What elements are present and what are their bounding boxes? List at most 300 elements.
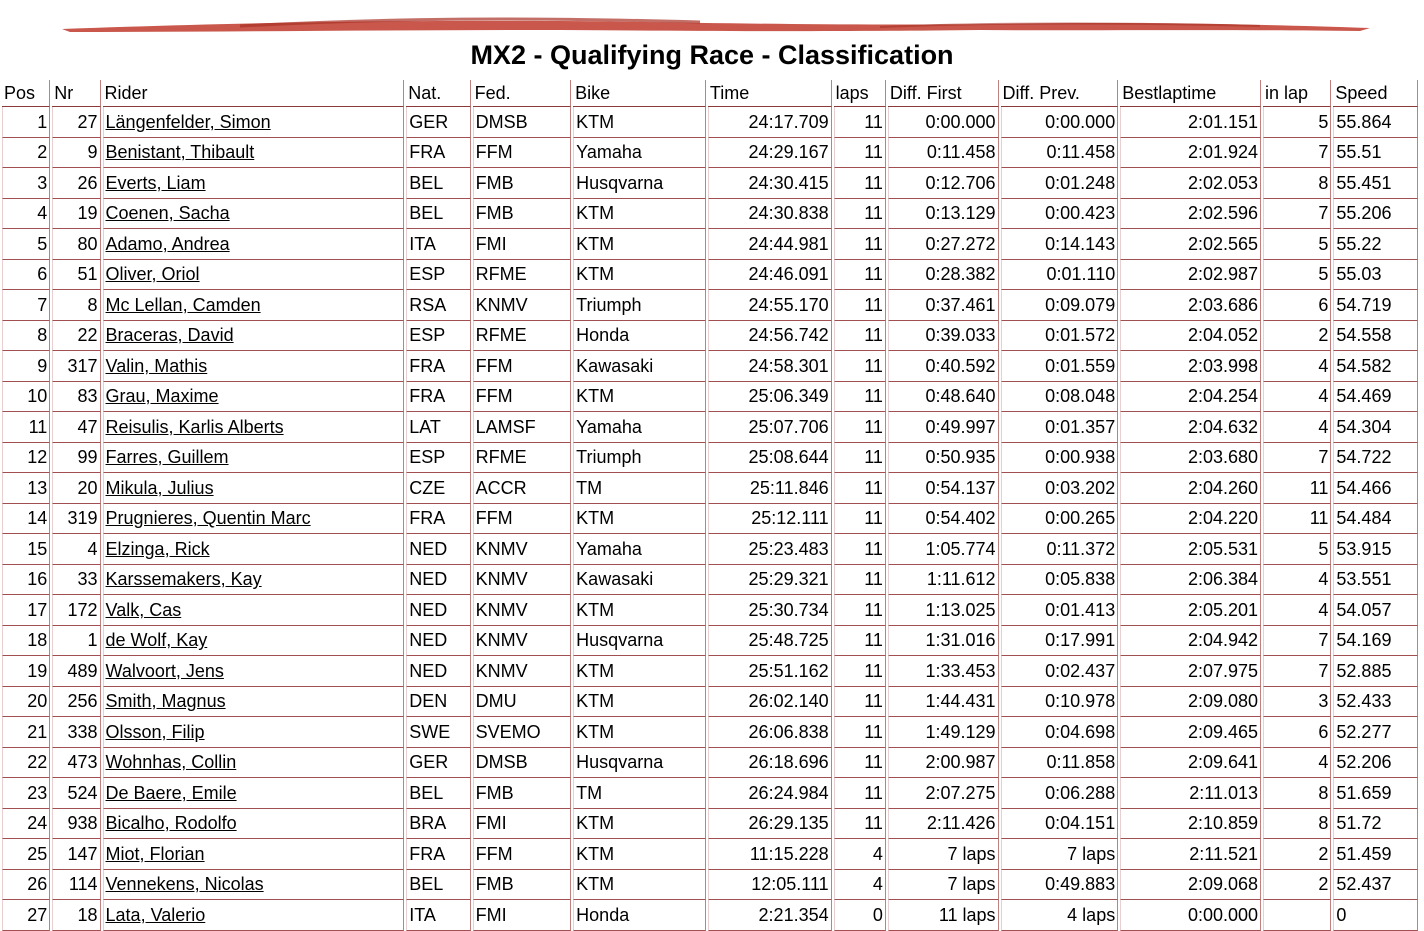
diff-prev-cell: 0:05.838 xyxy=(1001,565,1119,596)
bike-cell: Yamaha xyxy=(573,534,706,565)
time-cell: 24:55.170 xyxy=(708,290,832,321)
nationality-cell: ESP xyxy=(406,443,470,474)
diff-first-cell: 0:39.033 xyxy=(888,321,999,352)
rider-link[interactable]: Prugnieres, Quentin Marc xyxy=(105,508,311,529)
bestlaptime-cell: 2:11.013 xyxy=(1120,778,1261,809)
speed-cell: 55.22 xyxy=(1333,229,1418,260)
federation-cell: DMU xyxy=(473,687,572,718)
in-lap-cell: 5 xyxy=(1263,260,1331,291)
federation-cell: SVEMO xyxy=(473,717,572,748)
speed-cell: 52.206 xyxy=(1333,748,1418,779)
laps-cell: 11 xyxy=(834,199,886,230)
diff-prev-cell: 0:03.202 xyxy=(1001,473,1119,504)
bike-cell: KTM xyxy=(573,809,706,840)
diff-prev-cell: 7 laps xyxy=(1001,839,1119,870)
speed-cell: 52.885 xyxy=(1333,656,1418,687)
time-cell: 24:30.838 xyxy=(708,199,832,230)
speed-cell: 54.466 xyxy=(1333,473,1418,504)
diff-first-cell: 0:28.382 xyxy=(888,260,999,291)
time-cell: 11:15.228 xyxy=(708,839,832,870)
speed-cell: 0 xyxy=(1333,900,1418,931)
position-cell: 2 xyxy=(2,138,50,169)
time-cell: 26:24.984 xyxy=(708,778,832,809)
table-row xyxy=(2,717,1418,748)
bike-cell: Honda xyxy=(573,321,706,352)
column-header-laps: laps xyxy=(834,80,886,107)
laps-cell: 11 xyxy=(834,260,886,291)
federation-cell: FFM xyxy=(473,839,572,870)
bike-cell: Triumph xyxy=(573,290,706,321)
table-row xyxy=(2,168,1418,199)
position-cell: 14 xyxy=(2,504,50,535)
federation-cell: KNMV xyxy=(473,626,572,657)
number-cell: 1 xyxy=(52,626,100,657)
laps-cell: 11 xyxy=(834,504,886,535)
diff-first-cell: 0:48.640 xyxy=(888,382,999,413)
rider-link[interactable]: Grau, Maxime xyxy=(105,386,219,407)
laps-cell: 11 xyxy=(834,107,886,138)
position-cell: 11 xyxy=(2,412,50,443)
time-cell: 24:29.167 xyxy=(708,138,832,169)
diff-prev-cell: 0:11.458 xyxy=(1001,138,1119,169)
position-cell: 25 xyxy=(2,839,50,870)
federation-cell: ACCR xyxy=(473,473,572,504)
speed-cell: 55.206 xyxy=(1333,199,1418,230)
diff-first-cell: 0:49.997 xyxy=(888,412,999,443)
bestlaptime-cell: 2:04.220 xyxy=(1120,504,1261,535)
bestlaptime-cell: 2:09.465 xyxy=(1120,717,1261,748)
column-header-diff-prev: Diff. Prev. xyxy=(1001,80,1119,107)
in-lap-cell: 7 xyxy=(1263,656,1331,687)
rider-link[interactable]: Coenen, Sacha xyxy=(105,203,230,224)
number-cell: 47 xyxy=(52,412,100,443)
rider-link[interactable]: Vennekens, Nicolas xyxy=(105,874,264,895)
time-cell: 25:07.706 xyxy=(708,412,832,443)
position-cell: 20 xyxy=(2,687,50,718)
laps-cell: 11 xyxy=(834,626,886,657)
time-cell: 25:08.644 xyxy=(708,443,832,474)
number-cell: 51 xyxy=(52,260,100,291)
laps-cell: 11 xyxy=(834,473,886,504)
diff-first-cell: 2:07.275 xyxy=(888,778,999,809)
diff-first-cell: 0:54.402 xyxy=(888,504,999,535)
diff-first-cell: 0:50.935 xyxy=(888,443,999,474)
position-cell: 5 xyxy=(2,229,50,260)
time-cell: 24:44.981 xyxy=(708,229,832,260)
nationality-cell: GER xyxy=(406,107,470,138)
diff-first-cell: 2:11.426 xyxy=(888,809,999,840)
number-cell: 4 xyxy=(52,534,100,565)
time-cell: 26:02.140 xyxy=(708,687,832,718)
bestlaptime-cell: 2:04.942 xyxy=(1120,626,1261,657)
bike-cell: TM xyxy=(573,473,706,504)
bestlaptime-cell: 2:07.975 xyxy=(1120,656,1261,687)
number-cell: 317 xyxy=(52,351,100,382)
rider-link[interactable]: Everts, Liam xyxy=(105,172,206,193)
position-cell: 9 xyxy=(2,351,50,382)
speed-cell: 55.03 xyxy=(1333,260,1418,291)
time-cell: 12:05.111 xyxy=(708,870,832,901)
position-cell: 1 xyxy=(2,107,50,138)
bike-cell: KTM xyxy=(573,595,706,626)
time-cell: 25:51.162 xyxy=(708,656,832,687)
federation-cell: KNMV xyxy=(473,534,572,565)
federation-cell: KNMV xyxy=(473,595,572,626)
bike-cell: Kawasaki xyxy=(573,565,706,596)
column-header-bike: Bike xyxy=(573,80,706,107)
time-cell: 24:56.742 xyxy=(708,321,832,352)
rider-link[interactable]: Lata, Valerio xyxy=(105,904,206,925)
speed-cell: 52.437 xyxy=(1333,870,1418,901)
nationality-cell: FRA xyxy=(406,138,470,169)
number-cell: 22 xyxy=(52,321,100,352)
laps-cell: 11 xyxy=(834,229,886,260)
position-cell: 6 xyxy=(2,260,50,291)
speed-cell: 54.469 xyxy=(1333,382,1418,413)
speed-cell: 54.057 xyxy=(1333,595,1418,626)
bike-cell: KTM xyxy=(573,107,706,138)
number-cell: 338 xyxy=(52,717,100,748)
bestlaptime-cell: 2:02.053 xyxy=(1120,168,1261,199)
nationality-cell: RSA xyxy=(406,290,470,321)
position-cell: 17 xyxy=(2,595,50,626)
time-cell: 2:21.354 xyxy=(708,900,832,931)
bike-cell: KTM xyxy=(573,870,706,901)
rider-cell xyxy=(103,229,405,260)
rider-cell xyxy=(103,687,405,718)
rider-link[interactable]: Elzinga, Rick xyxy=(105,538,210,559)
diff-prev-cell: 4 laps xyxy=(1001,900,1119,931)
federation-cell: FMI xyxy=(473,809,572,840)
federation-cell: FFM xyxy=(473,382,572,413)
laps-cell: 11 xyxy=(834,778,886,809)
diff-prev-cell: 0:01.559 xyxy=(1001,351,1119,382)
diff-prev-cell: 0:01.572 xyxy=(1001,321,1119,352)
diff-first-cell: 0:13.129 xyxy=(888,199,999,230)
in-lap-cell: 5 xyxy=(1263,229,1331,260)
number-cell: 26 xyxy=(52,168,100,199)
diff-first-cell: 1:31.016 xyxy=(888,626,999,657)
number-cell: 8 xyxy=(52,290,100,321)
nationality-cell: NED xyxy=(406,656,470,687)
laps-cell: 11 xyxy=(834,290,886,321)
rider-cell xyxy=(103,809,405,840)
column-header-time: Time xyxy=(708,80,832,107)
laps-cell: 11 xyxy=(834,656,886,687)
column-header-diff-first: Diff. First xyxy=(888,80,999,107)
bestlaptime-cell: 0:00.000 xyxy=(1120,900,1261,931)
diff-first-cell: 2:00.987 xyxy=(888,748,999,779)
table-row xyxy=(2,107,1418,138)
diff-first-cell: 1:44.431 xyxy=(888,687,999,718)
rider-link[interactable]: Oliver, Oriol xyxy=(105,264,200,285)
speed-cell: 54.719 xyxy=(1333,290,1418,321)
diff-prev-cell: 0:10.978 xyxy=(1001,687,1119,718)
nationality-cell: NED xyxy=(406,595,470,626)
in-lap-cell: 7 xyxy=(1263,138,1331,169)
federation-cell: FFM xyxy=(473,504,572,535)
bestlaptime-cell: 2:04.260 xyxy=(1120,473,1261,504)
table-row xyxy=(2,321,1418,352)
column-header-in-lap: in lap xyxy=(1263,80,1331,107)
bestlaptime-cell: 2:06.384 xyxy=(1120,565,1261,596)
rider-link[interactable]: Wohnhas, Collin xyxy=(105,752,237,773)
diff-prev-cell: 0:00.423 xyxy=(1001,199,1119,230)
bestlaptime-cell: 2:01.151 xyxy=(1120,107,1261,138)
table-row xyxy=(2,260,1418,291)
diff-first-cell: 7 laps xyxy=(888,870,999,901)
nationality-cell: NED xyxy=(406,534,470,565)
rider-link[interactable]: Valin, Mathis xyxy=(105,355,208,376)
diff-first-cell: 1:33.453 xyxy=(888,656,999,687)
table-row xyxy=(2,351,1418,382)
speed-cell: 52.433 xyxy=(1333,687,1418,718)
rider-cell xyxy=(103,748,405,779)
in-lap-cell: 4 xyxy=(1263,565,1331,596)
speed-cell: 55.51 xyxy=(1333,138,1418,169)
rider-link[interactable]: Längenfelder, Simon xyxy=(105,111,271,132)
position-cell: 27 xyxy=(2,900,50,931)
time-cell: 25:06.349 xyxy=(708,382,832,413)
diff-prev-cell: 0:09.079 xyxy=(1001,290,1119,321)
in-lap-cell: 2 xyxy=(1263,870,1331,901)
nationality-cell: NED xyxy=(406,565,470,596)
in-lap-cell: 7 xyxy=(1263,199,1331,230)
rider-cell xyxy=(103,168,405,199)
position-cell: 8 xyxy=(2,321,50,352)
diff-prev-cell: 0:01.413 xyxy=(1001,595,1119,626)
number-cell: 147 xyxy=(52,839,100,870)
number-cell: 319 xyxy=(52,504,100,535)
laps-cell: 11 xyxy=(834,351,886,382)
diff-first-cell: 0:12.706 xyxy=(888,168,999,199)
time-cell: 26:06.838 xyxy=(708,717,832,748)
number-cell: 489 xyxy=(52,656,100,687)
bike-cell: KTM xyxy=(573,229,706,260)
position-cell: 21 xyxy=(2,717,50,748)
bike-cell: KTM xyxy=(573,382,706,413)
number-cell: 473 xyxy=(52,748,100,779)
nationality-cell: BRA xyxy=(406,809,470,840)
rider-link[interactable]: Olsson, Filip xyxy=(105,721,205,742)
position-cell: 24 xyxy=(2,809,50,840)
rider-link[interactable]: de Wolf, Kay xyxy=(105,630,208,651)
federation-cell: DMSB xyxy=(473,107,572,138)
diff-first-cell: 11 laps xyxy=(888,900,999,931)
in-lap-cell: 4 xyxy=(1263,351,1331,382)
rider-link[interactable]: Smith, Magnus xyxy=(105,691,226,712)
table-row xyxy=(2,565,1418,596)
column-header-fed: Fed. xyxy=(473,80,572,107)
table-row xyxy=(2,687,1418,718)
rider-link[interactable]: Benistant, Thibault xyxy=(105,142,255,163)
rider-link[interactable]: Bicalho, Rodolfo xyxy=(105,813,237,834)
rider-cell xyxy=(103,443,405,474)
table-row xyxy=(2,839,1418,870)
rider-link[interactable]: Reisulis, Karlis Alberts xyxy=(105,416,284,437)
in-lap-cell: 3 xyxy=(1263,687,1331,718)
federation-cell: FMB xyxy=(473,199,572,230)
diff-prev-cell: 0:01.248 xyxy=(1001,168,1119,199)
bestlaptime-cell: 2:10.859 xyxy=(1120,809,1261,840)
in-lap-cell: 8 xyxy=(1263,168,1331,199)
number-cell: 20 xyxy=(52,473,100,504)
laps-cell: 11 xyxy=(834,565,886,596)
rider-cell xyxy=(103,870,405,901)
rider-cell xyxy=(103,382,405,413)
federation-cell: FFM xyxy=(473,351,572,382)
laps-cell: 11 xyxy=(834,412,886,443)
bestlaptime-cell: 2:11.521 xyxy=(1120,839,1261,870)
rider-link[interactable]: De Baere, Emile xyxy=(105,782,237,803)
bestlaptime-cell: 2:03.998 xyxy=(1120,351,1261,382)
laps-cell: 11 xyxy=(834,168,886,199)
rider-link[interactable]: Mc Lellan, Camden xyxy=(105,294,261,315)
rider-link[interactable]: Farres, Guillem xyxy=(105,447,229,468)
table-row xyxy=(2,870,1418,901)
number-cell: 524 xyxy=(52,778,100,809)
classification-table xyxy=(0,80,1420,931)
rider-cell xyxy=(103,351,405,382)
bike-cell: KTM xyxy=(573,656,706,687)
rider-cell xyxy=(103,839,405,870)
bestlaptime-cell: 2:04.632 xyxy=(1120,412,1261,443)
classification-rows xyxy=(2,107,1418,931)
time-cell: 25:30.734 xyxy=(708,595,832,626)
in-lap-cell: 5 xyxy=(1263,534,1331,565)
column-header-speed: Speed xyxy=(1333,80,1418,107)
federation-cell: RFME xyxy=(473,321,572,352)
diff-first-cell: 0:37.461 xyxy=(888,290,999,321)
position-cell: 23 xyxy=(2,778,50,809)
time-cell: 24:58.301 xyxy=(708,351,832,382)
speed-cell: 51.659 xyxy=(1333,778,1418,809)
bestlaptime-cell: 2:02.596 xyxy=(1120,199,1261,230)
diff-prev-cell: 0:01.357 xyxy=(1001,412,1119,443)
time-cell: 25:11.846 xyxy=(708,473,832,504)
table-row xyxy=(2,900,1418,931)
federation-cell: FMB xyxy=(473,168,572,199)
laps-cell: 11 xyxy=(834,687,886,718)
time-cell: 25:23.483 xyxy=(708,534,832,565)
rider-cell xyxy=(103,138,405,169)
position-cell: 22 xyxy=(2,748,50,779)
position-cell: 12 xyxy=(2,443,50,474)
rider-link[interactable]: Adamo, Andrea xyxy=(105,233,230,254)
bike-cell: KTM xyxy=(573,504,706,535)
federation-cell: LAMSF xyxy=(473,412,572,443)
rider-cell xyxy=(103,565,405,596)
in-lap-cell: 6 xyxy=(1263,290,1331,321)
diff-prev-cell: 0:08.048 xyxy=(1001,382,1119,413)
table-row xyxy=(2,412,1418,443)
speed-cell: 54.722 xyxy=(1333,443,1418,474)
bike-cell: Yamaha xyxy=(573,412,706,443)
rider-link[interactable]: Mikula, Julius xyxy=(105,477,214,498)
rider-cell xyxy=(103,290,405,321)
rider-cell xyxy=(103,504,405,535)
nationality-cell: GER xyxy=(406,748,470,779)
laps-cell: 11 xyxy=(834,748,886,779)
speed-cell: 54.304 xyxy=(1333,412,1418,443)
speed-cell: 54.582 xyxy=(1333,351,1418,382)
laps-cell: 11 xyxy=(834,717,886,748)
bestlaptime-cell: 2:02.565 xyxy=(1120,229,1261,260)
diff-first-cell: 0:54.137 xyxy=(888,473,999,504)
table-header-row xyxy=(2,80,1418,107)
bestlaptime-cell: 2:04.052 xyxy=(1120,321,1261,352)
bike-cell: Husqvarna xyxy=(573,168,706,199)
speed-cell: 55.451 xyxy=(1333,168,1418,199)
nationality-cell: FRA xyxy=(406,382,470,413)
bestlaptime-cell: 2:05.201 xyxy=(1120,595,1261,626)
column-header-rider: Rider xyxy=(103,80,405,107)
position-cell: 16 xyxy=(2,565,50,596)
speed-cell: 54.484 xyxy=(1333,504,1418,535)
position-cell: 18 xyxy=(2,626,50,657)
rider-link[interactable]: Miot, Florian xyxy=(105,843,205,864)
bike-cell: TM xyxy=(573,778,706,809)
rider-cell xyxy=(103,107,405,138)
in-lap-cell: 8 xyxy=(1263,778,1331,809)
rider-cell xyxy=(103,321,405,352)
time-cell: 24:17.709 xyxy=(708,107,832,138)
table-row xyxy=(2,199,1418,230)
in-lap-cell: 5 xyxy=(1263,107,1331,138)
column-header-bestlaptime: Bestlaptime xyxy=(1120,80,1261,107)
diff-prev-cell: 0:02.437 xyxy=(1001,656,1119,687)
diff-prev-cell: 0:04.698 xyxy=(1001,717,1119,748)
position-cell: 13 xyxy=(2,473,50,504)
rider-link[interactable]: Karssemakers, Kay xyxy=(105,569,262,590)
bestlaptime-cell: 2:03.686 xyxy=(1120,290,1261,321)
in-lap-cell: 8 xyxy=(1263,809,1331,840)
table-row xyxy=(2,595,1418,626)
diff-prev-cell: 0:00.000 xyxy=(1001,107,1119,138)
diff-prev-cell: 0:14.143 xyxy=(1001,229,1119,260)
rider-link[interactable]: Braceras, David xyxy=(105,325,234,346)
bike-cell: Husqvarna xyxy=(573,748,706,779)
number-cell: 938 xyxy=(52,809,100,840)
in-lap-cell: 7 xyxy=(1263,443,1331,474)
in-lap-cell: 4 xyxy=(1263,382,1331,413)
laps-cell: 11 xyxy=(834,138,886,169)
bike-cell: Kawasaki xyxy=(573,351,706,382)
diff-first-cell: 0:40.592 xyxy=(888,351,999,382)
nationality-cell: ESP xyxy=(406,260,470,291)
rider-link[interactable]: Walvoort, Jens xyxy=(105,660,224,681)
table-row xyxy=(2,382,1418,413)
speed-cell: 54.169 xyxy=(1333,626,1418,657)
diff-first-cell: 1:05.774 xyxy=(888,534,999,565)
federation-cell: KNMV xyxy=(473,656,572,687)
rider-cell xyxy=(103,656,405,687)
laps-cell: 0 xyxy=(834,900,886,931)
position-cell: 3 xyxy=(2,168,50,199)
laps-cell: 11 xyxy=(834,443,886,474)
diff-prev-cell: 0:00.265 xyxy=(1001,504,1119,535)
bestlaptime-cell: 2:02.987 xyxy=(1120,260,1261,291)
bike-cell: Triumph xyxy=(573,443,706,474)
diff-prev-cell: 0:01.110 xyxy=(1001,260,1119,291)
rider-cell xyxy=(103,900,405,931)
diff-first-cell: 0:00.000 xyxy=(888,107,999,138)
nationality-cell: FRA xyxy=(406,504,470,535)
laps-cell: 4 xyxy=(834,870,886,901)
federation-cell: RFME xyxy=(473,260,572,291)
rider-link[interactable]: Valk, Cas xyxy=(105,599,182,620)
diff-prev-cell: 0:00.938 xyxy=(1001,443,1119,474)
